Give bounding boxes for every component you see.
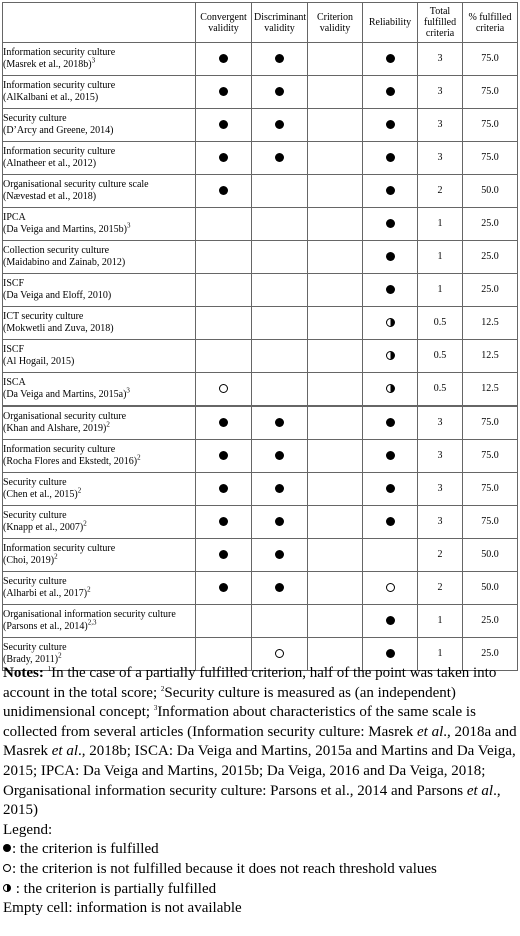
- percent-fulfilled-cell: 75.0: [463, 440, 518, 473]
- scale-name: ISCF: [3, 278, 25, 289]
- footnote-3-text-b: ., 2018a and Masrek: [3, 723, 517, 760]
- notes-label: Notes:: [3, 665, 44, 681]
- reliability-cell: [363, 373, 418, 407]
- total-fulfilled-cell: 3: [418, 506, 463, 539]
- percent-fulfilled-cell: 12.5: [463, 307, 518, 340]
- discriminant-cell: [252, 241, 308, 274]
- open-circle-icon: [219, 384, 228, 393]
- discriminant-cell: [252, 440, 308, 473]
- scale-reference: (Khan and Alshare, 2019): [3, 423, 107, 434]
- percent-fulfilled-cell: 75.0: [463, 142, 518, 175]
- filled-circle-icon: [386, 451, 395, 460]
- total-fulfilled-cell: 0.5: [418, 307, 463, 340]
- convergent-cell: [196, 373, 252, 407]
- scale-cell: [3, 373, 196, 407]
- legend-fulfilled: [3, 840, 517, 860]
- reliability-cell: [363, 76, 418, 109]
- percent-fulfilled-cell: 75.0: [463, 506, 518, 539]
- legend-title: Legend:: [3, 821, 53, 838]
- table-body: [3, 43, 518, 671]
- scale-reference: (Knapp et al., 2007): [3, 522, 84, 533]
- filled-circle-icon: [386, 120, 395, 129]
- legend-not-available: Empty cell: information is not available: [3, 900, 242, 917]
- scale-name: Security culture: [3, 642, 67, 653]
- reliability-cell: [363, 506, 418, 539]
- filled-circle-icon: [275, 517, 284, 526]
- filled-circle-icon: [386, 418, 395, 427]
- footnote-ref: 2: [83, 519, 87, 528]
- filled-circle-icon: [3, 844, 11, 852]
- footnote-3-text-a: Information about characteristics of the same scale is collected from several articles (Information security culture: Masrek: [3, 704, 476, 740]
- total-fulfilled-cell: 3: [418, 43, 463, 76]
- discriminant-cell: [252, 43, 308, 76]
- total-fulfilled-cell: 1: [418, 605, 463, 638]
- discriminant-cell: [252, 340, 308, 373]
- scale-reference: (Masrek et al., 2018b): [3, 59, 92, 70]
- filled-circle-icon: [275, 120, 284, 129]
- discriminant-cell: [252, 175, 308, 208]
- scale-name: Collection security culture: [3, 245, 110, 256]
- scale-cell: [3, 142, 196, 175]
- table-row: [3, 274, 518, 307]
- filled-circle-icon: [386, 54, 395, 63]
- scale-cell: [3, 43, 196, 76]
- reliability-cell: [363, 208, 418, 241]
- table-row: [3, 175, 518, 208]
- discriminant-cell: [252, 605, 308, 638]
- convergent-cell: [196, 109, 252, 142]
- scale-name: Organisational security culture: [3, 411, 127, 422]
- reliability-cell: [363, 440, 418, 473]
- percent-fulfilled-cell: 25.0: [463, 241, 518, 274]
- criterion-cell: [308, 109, 363, 142]
- scale-cell: [3, 307, 196, 340]
- discriminant-cell: [252, 109, 308, 142]
- criterion-cell: [308, 572, 363, 605]
- filled-circle-icon: [386, 517, 395, 526]
- scale-cell: [3, 208, 196, 241]
- footnote-marker-1: 1: [47, 665, 52, 673]
- reliability-cell: [363, 406, 418, 440]
- filled-circle-icon: [386, 219, 395, 228]
- filled-circle-icon: [386, 484, 395, 493]
- header-percent-fulfilled: % fulfilled criteria: [463, 3, 518, 43]
- percent-fulfilled-cell: 75.0: [463, 473, 518, 506]
- scale-name: Security culture: [3, 477, 67, 488]
- criterion-cell: [308, 307, 363, 340]
- scale-cell: [3, 473, 196, 506]
- half-circle-icon: [386, 384, 395, 393]
- footnote-ref: 3: [126, 386, 130, 395]
- filled-circle-icon: [275, 153, 284, 162]
- scale-reference: (Chen et al., 2015): [3, 489, 78, 500]
- footnote-ref: 2: [87, 585, 91, 594]
- legend-partially-fulfilled-text: : the criterion is partially fulfilled: [12, 880, 217, 897]
- total-fulfilled-cell: 2: [418, 572, 463, 605]
- scale-reference: (Rocha Flores and Ekstedt, 2016): [3, 456, 138, 467]
- filled-circle-icon: [219, 451, 228, 460]
- half-circle-icon: [386, 318, 395, 327]
- criterion-cell: [308, 142, 363, 175]
- half-circle-icon: [386, 351, 395, 360]
- scale-cell: [3, 175, 196, 208]
- header-discriminant-validity: Discriminant validity: [252, 3, 308, 43]
- reliability-cell: [363, 241, 418, 274]
- footnote-ref: 2,3: [87, 618, 97, 627]
- scale-cell: [3, 76, 196, 109]
- scale-cell: [3, 109, 196, 142]
- open-circle-icon: [275, 649, 284, 658]
- footnote-3-etal-1: et al: [417, 723, 444, 740]
- criterion-cell: [308, 340, 363, 373]
- table-row: [3, 340, 518, 373]
- filled-circle-icon: [219, 120, 228, 129]
- filled-circle-icon: [386, 87, 395, 96]
- reliability-cell: [363, 473, 418, 506]
- reliability-cell: [363, 109, 418, 142]
- criterion-cell: [308, 175, 363, 208]
- footnote-ref: 2: [137, 453, 141, 462]
- criterion-cell: [308, 43, 363, 76]
- header-criterion-validity: Criterion validity: [308, 3, 363, 43]
- footnote-1-text: In the case of a partially fulfilled criterion, half of the point was taken into account in the total score;: [3, 665, 497, 701]
- total-fulfilled-cell: 3: [418, 76, 463, 109]
- scale-reference: (Da Veiga and Eloff, 2010): [3, 290, 112, 301]
- scale-cell: [3, 572, 196, 605]
- footnote-3-text-d: ., 2015): [3, 782, 501, 819]
- scale-reference: (Maidabino and Zainab, 2012): [3, 257, 126, 268]
- footnote-ref: 2: [54, 552, 58, 561]
- discriminant-cell: [252, 572, 308, 605]
- reliability-cell: [363, 274, 418, 307]
- filled-circle-icon: [386, 616, 395, 625]
- percent-fulfilled-cell: 75.0: [463, 406, 518, 440]
- filled-circle-icon: [219, 418, 228, 427]
- scale-name: IPCA: [3, 212, 26, 223]
- criteria-table: [2, 2, 518, 671]
- discriminant-cell: [252, 406, 308, 440]
- footnote-ref: 3: [126, 221, 131, 230]
- table-notes: [3, 664, 517, 919]
- footnote-ref: 2: [77, 486, 82, 495]
- convergent-cell: [196, 406, 252, 440]
- scale-cell: [3, 605, 196, 638]
- discriminant-cell: [252, 539, 308, 572]
- convergent-cell: [196, 175, 252, 208]
- legend-partially-fulfilled: [3, 880, 517, 900]
- scale-name: Information security culture: [3, 47, 116, 58]
- convergent-cell: [196, 241, 252, 274]
- scale-name: Information security culture: [3, 146, 116, 157]
- scale-reference: (Al Hogail, 2015): [3, 356, 75, 367]
- table-row: [3, 440, 518, 473]
- scale-name: Security culture: [3, 576, 67, 587]
- filled-circle-icon: [386, 186, 395, 195]
- percent-fulfilled-cell: 25.0: [463, 605, 518, 638]
- criterion-cell: [308, 406, 363, 440]
- discriminant-cell: [252, 274, 308, 307]
- percent-fulfilled-cell: 25.0: [463, 208, 518, 241]
- filled-circle-icon: [386, 285, 395, 294]
- convergent-cell: [196, 274, 252, 307]
- scale-name: ISCA: [3, 377, 26, 388]
- scale-reference: (Da Veiga and Martins, 2015a): [3, 389, 127, 400]
- filled-circle-icon: [386, 153, 395, 162]
- scale-reference: (Alharbi et al., 2017): [3, 588, 88, 599]
- open-circle-icon: [3, 864, 11, 872]
- legend-not-fulfilled: [3, 860, 517, 880]
- reliability-cell: [363, 340, 418, 373]
- total-fulfilled-cell: 3: [418, 440, 463, 473]
- percent-fulfilled-cell: 75.0: [463, 76, 518, 109]
- discriminant-cell: [252, 142, 308, 175]
- scale-reference: (Alnatheer et al., 2012): [3, 158, 97, 169]
- percent-fulfilled-cell: 75.0: [463, 109, 518, 142]
- discriminant-cell: [252, 208, 308, 241]
- footnote-ref: 2: [106, 420, 110, 429]
- convergent-cell: [196, 208, 252, 241]
- filled-circle-icon: [275, 54, 284, 63]
- header-scale: [3, 3, 196, 43]
- filled-circle-icon: [275, 451, 284, 460]
- total-fulfilled-cell: 1: [418, 638, 463, 671]
- total-fulfilled-cell: 1: [418, 241, 463, 274]
- filled-circle-icon: [219, 550, 228, 559]
- scale-cell: [3, 406, 196, 440]
- table-row: [3, 572, 518, 605]
- scale-reference: (Choi, 2019): [3, 555, 55, 566]
- filled-circle-icon: [386, 252, 395, 261]
- convergent-cell: [196, 605, 252, 638]
- percent-fulfilled-cell: 50.0: [463, 572, 518, 605]
- discriminant-cell: [252, 307, 308, 340]
- total-fulfilled-cell: 2: [418, 175, 463, 208]
- percent-fulfilled-cell: 75.0: [463, 43, 518, 76]
- header-convergent-validity: Convergent validity: [196, 3, 252, 43]
- scale-reference: (AlKalbani et al., 2015): [3, 92, 99, 103]
- scale-cell: [3, 440, 196, 473]
- total-fulfilled-cell: 3: [418, 142, 463, 175]
- convergent-cell: [196, 340, 252, 373]
- reliability-cell: [363, 43, 418, 76]
- scale-name: Security culture: [3, 510, 67, 521]
- scale-name: ISCF: [3, 344, 25, 355]
- criterion-cell: [308, 506, 363, 539]
- criterion-cell: [308, 76, 363, 109]
- total-fulfilled-cell: 1: [418, 274, 463, 307]
- percent-fulfilled-cell: 12.5: [463, 373, 518, 407]
- criterion-cell: [308, 241, 363, 274]
- scale-cell: [3, 506, 196, 539]
- convergent-cell: [196, 76, 252, 109]
- reliability-cell: [363, 605, 418, 638]
- criterion-cell: [308, 539, 363, 572]
- filled-circle-icon: [275, 583, 284, 592]
- table-header-row: [3, 3, 518, 43]
- total-fulfilled-cell: 3: [418, 109, 463, 142]
- convergent-cell: [196, 43, 252, 76]
- scale-reference: (D’Arcy and Greene, 2014): [3, 125, 114, 136]
- filled-circle-icon: [219, 87, 228, 96]
- total-fulfilled-cell: 3: [418, 473, 463, 506]
- table-row: [3, 208, 518, 241]
- convergent-cell: [196, 572, 252, 605]
- scale-name: Organisational security culture scale: [3, 179, 149, 190]
- scale-cell: [3, 274, 196, 307]
- reliability-cell: [363, 307, 418, 340]
- footnote-2-text: Security culture is measured as (an independent) unidimensional concept;: [3, 684, 456, 721]
- footnote-3-etal-2: et al: [51, 743, 78, 760]
- table-row: [3, 241, 518, 274]
- scale-cell: [3, 340, 196, 373]
- convergent-cell: [196, 307, 252, 340]
- filled-circle-icon: [219, 484, 228, 493]
- table-row: [3, 473, 518, 506]
- table-row: [3, 539, 518, 572]
- scale-name: Information security culture: [3, 444, 116, 455]
- filled-circle-icon: [219, 153, 228, 162]
- discriminant-cell: [252, 506, 308, 539]
- legend-not-fulfilled-text: : the criterion is not fulfilled because it does not reach threshold values: [12, 860, 437, 877]
- total-fulfilled-cell: 1: [418, 208, 463, 241]
- table-row: [3, 43, 518, 76]
- criterion-cell: [308, 605, 363, 638]
- table-row: [3, 506, 518, 539]
- percent-fulfilled-cell: 12.5: [463, 340, 518, 373]
- scale-name: Information security culture: [3, 80, 116, 91]
- filled-circle-icon: [219, 54, 228, 63]
- total-fulfilled-cell: 0.5: [418, 373, 463, 407]
- percent-fulfilled-cell: 50.0: [463, 175, 518, 208]
- scale-name: Information security culture: [3, 543, 116, 554]
- criterion-cell: [308, 274, 363, 307]
- filled-circle-icon: [219, 517, 228, 526]
- scale-reference: (Parsons et al., 2014): [3, 621, 88, 632]
- discriminant-cell: [252, 473, 308, 506]
- scale-reference: (Mokwetli and Zuva, 2018): [3, 323, 114, 334]
- table-row: [3, 109, 518, 142]
- convergent-cell: [196, 142, 252, 175]
- total-fulfilled-cell: 3: [418, 406, 463, 440]
- table-row: [3, 142, 518, 175]
- table-row: [3, 406, 518, 440]
- discriminant-cell: [252, 76, 308, 109]
- discriminant-cell: [252, 373, 308, 407]
- footnote-ref: 3: [91, 56, 96, 65]
- reliability-cell: [363, 142, 418, 175]
- filled-circle-icon: [386, 649, 395, 658]
- scale-cell: [3, 241, 196, 274]
- table-row: [3, 605, 518, 638]
- table-row: [3, 307, 518, 340]
- criterion-cell: [308, 373, 363, 407]
- total-fulfilled-cell: 2: [418, 539, 463, 572]
- table-row: [3, 76, 518, 109]
- half-circle-icon: [3, 884, 11, 892]
- convergent-cell: [196, 440, 252, 473]
- criterion-cell: [308, 208, 363, 241]
- criterion-cell: [308, 473, 363, 506]
- convergent-cell: [196, 506, 252, 539]
- convergent-cell: [196, 539, 252, 572]
- footnote-marker-2: 2: [160, 684, 165, 693]
- open-circle-icon: [386, 583, 395, 592]
- criterion-cell: [308, 440, 363, 473]
- scale-reference: (Brady, 2011): [3, 654, 59, 665]
- footnote-marker-3: 3: [153, 704, 158, 713]
- table-row: [3, 373, 518, 407]
- filled-circle-icon: [275, 418, 284, 427]
- percent-fulfilled-cell: 25.0: [463, 638, 518, 671]
- reliability-cell: [363, 539, 418, 572]
- reliability-cell: [363, 175, 418, 208]
- scale-reference: (Nævestad et al., 2018): [3, 191, 97, 202]
- reliability-cell: [363, 572, 418, 605]
- scale-name: ICT security culture: [3, 311, 84, 322]
- scale-name: Security culture: [3, 113, 67, 124]
- total-fulfilled-cell: 0.5: [418, 340, 463, 373]
- notes-paragraph: [3, 664, 517, 821]
- footnote-3-etal-3: et al: [466, 782, 494, 799]
- convergent-cell: [196, 473, 252, 506]
- filled-circle-icon: [219, 583, 228, 592]
- filled-circle-icon: [275, 550, 284, 559]
- filled-circle-icon: [275, 484, 284, 493]
- scale-reference: (Da Veiga and Martins, 2015b): [3, 224, 127, 235]
- filled-circle-icon: [219, 186, 228, 195]
- percent-fulfilled-cell: 50.0: [463, 539, 518, 572]
- scale-cell: [3, 539, 196, 572]
- legend-fulfilled-text: : the criterion is fulfilled: [12, 841, 159, 858]
- percent-fulfilled-cell: 25.0: [463, 274, 518, 307]
- filled-circle-icon: [275, 87, 284, 96]
- header-total-fulfilled: Total fulfilled criteria: [418, 3, 463, 43]
- header-reliability: Reliability: [363, 3, 418, 43]
- footnote-ref: 2: [58, 651, 62, 660]
- scale-name: Organisational information security culture: [3, 609, 176, 620]
- footnote-3-text-c: ., 2018b; ISCA: Da Veiga and Martins, 2015a and Martins and Da Veiga, 2015; IPCA: Da Veiga and Martins, 2015b; Da Veiga, 2016 and Da Veiga, 2018; Organisational information security culture: Parsons et al., 2014 and Parsons: [3, 743, 516, 799]
